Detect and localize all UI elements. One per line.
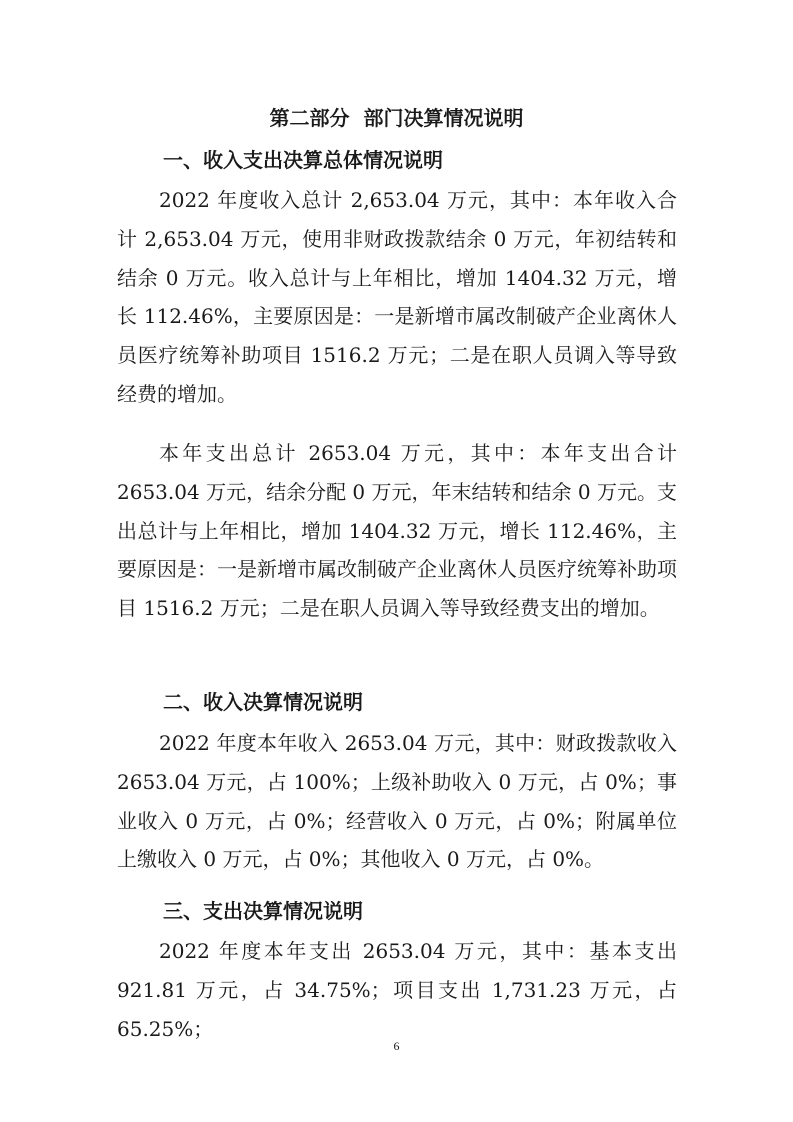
paragraph-expenditure-overview: 本年支出总计 2653.04 万元，其中：本年支出合计 2653.04 万元，结余分配 0 万元，年末结转和结余 0 万元。支出总计与上年相比，增加 1404.32 万元，增长 112.46%，主要原因是：一是新增市属改制破产企业离休人员医疗统筹补助项目 1516.2 万元；二是在职人员调入等导致经费支出的增加。: [117, 441, 677, 621]
section-heading-income: 二、收入决算情况说明: [163, 690, 363, 714]
page-title: 第二部分 部门决算情况说明: [269, 106, 524, 130]
section-heading-expenditure: 三、支出决算情况说明: [163, 899, 363, 923]
page-number: 6: [393, 1039, 400, 1053]
section-heading-overall: 一、收入支出决算总体情况说明: [163, 148, 443, 172]
paragraph-income-overview: 2022 年度收入总计 2,653.04 万元，其中：本年收入合计 2,653.04 万元，使用非财政拨款结余 0 万元，年初结转和结余 0 万元。收入总计与上年相比，增加 1404.32 万元，增长 112.46%，主要原因是：一是新增市属改制破产企业离休人员医疗统筹补助项目 1516.2 万元；二是在职人员调入等导致经费的增加。: [117, 188, 677, 406]
paragraph-income-detail: 2022 年度本年收入 2653.04 万元，其中：财政拨款收入 2653.04 万元，占 100%；上级补助收入 0 万元，占 0%；事业收入 0 万元，占 0%；经营收入 0 万元，占 0%；附属单位上缴收入 0 万元，占 0%；其他收入 0 万元，占 0%。: [117, 731, 677, 872]
paragraph-expenditure-detail: 2022 年度本年支出 2653.04 万元，其中：基本支出 921.81 万元，占 34.75%；项目支出 1,731.23 万元，占 65.25%；: [117, 939, 677, 1041]
